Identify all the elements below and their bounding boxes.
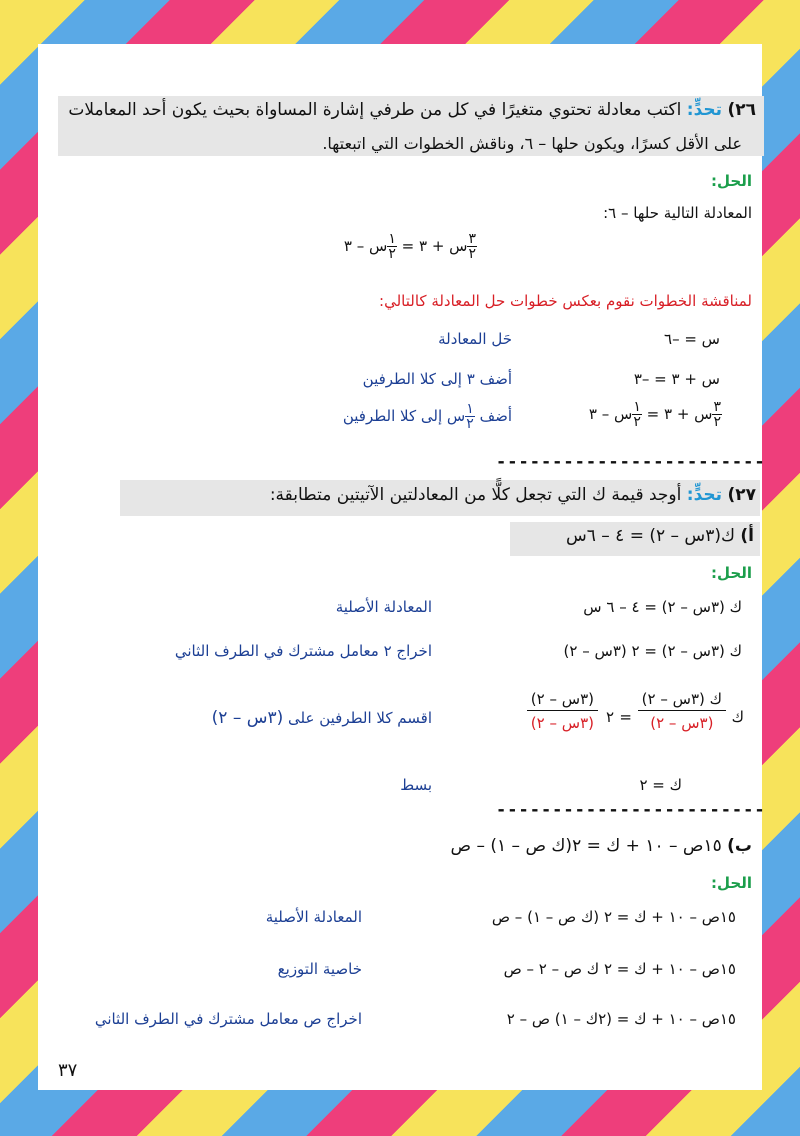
q27a-label: أ) <box>740 526 754 546</box>
q27a-equation: ك(٣س – ٢) = ٤ – ٦س <box>565 526 735 546</box>
page-number: ٣٧ <box>58 1060 78 1081</box>
q26-solution-label: الحل: <box>711 172 752 190</box>
q27a-row-1-desc: المعادلة الأصلية <box>335 598 432 616</box>
q26-intro: المعادلة التالية حلها – ٦: <box>603 204 752 222</box>
q26-step-1-eq: س = –٦ <box>664 330 720 348</box>
q26-step-2-desc: أضف ٣ إلى كلا الطرفين <box>362 370 512 388</box>
q27a-row-3-right-frac: (٣س – ٢) (٣س – ٢) <box>527 690 598 732</box>
q27b-row-1-eq: ١٥ص – ١٠ + ك = ٢ (ك ص – ١) – ص <box>491 908 736 926</box>
q27a-row-4-desc: بسط <box>400 776 432 794</box>
q26-line1 <box>68 100 756 120</box>
q26-separator: ------------------------ <box>496 452 766 472</box>
q27-text: أوجد قيمة ك التي تجعل كلًّا من المعادلتين الآتيتين متطابقة: <box>269 485 682 505</box>
q27b-solution-label: الحل: <box>711 874 752 892</box>
q27a-row-1-eq: ك (٣س – ٢) = ٤ – ٦ س <box>583 598 742 616</box>
q27b-row-1-desc: المعادلة الأصلية <box>265 908 362 926</box>
q26-step-1-desc: حَل المعادلة <box>438 330 512 348</box>
q27a-row-3-coef: ٢ <box>605 708 614 726</box>
q26-challenge-label: تحدٍّ: <box>686 100 723 120</box>
q26-text-line2: على الأقل كسرًا، ويكون حلها – ٦، وناقش الخطوات التي اتبعتها. <box>322 134 742 153</box>
q27b-line <box>451 836 753 856</box>
q26-eq-frac-1: $\frac{٣}{٢}$ <box>468 231 476 262</box>
q26-discussion: لمناقشة الخطوات نقوم بعكس خطوات حل المعادلة كالتالي: <box>379 292 752 310</box>
q27a-row-3-desc: اقسم كلا الطرفين على (٣س – ٢) <box>211 708 432 728</box>
q27-number: ٢٧) <box>727 485 756 505</box>
q27a-row-3-left-frac: ك (٣س – ٢) (٣س – ٢) <box>638 690 726 732</box>
q27a-row-3-k: ك <box>731 708 744 726</box>
q26-step-2-eq: س + ٣ = –٣ <box>633 370 720 388</box>
q27a-line <box>566 526 754 546</box>
q26-step-3-frac-2: $\frac{١}{٢}$ <box>633 399 641 430</box>
q27b-row-2-eq: ١٥ص – ١٠ + ك = ٢ ك ص – ٢ – ص <box>503 960 736 978</box>
q26-step-3-desc-frac: $\frac{١}{٢}$ <box>466 401 474 432</box>
q26-text-line1: اكتب معادلة تحتوي متغيرًا في كل من طرفي إشارة المساواة بحيث يكون أحد المعاملات <box>68 100 682 120</box>
q27a-row-2-desc: اخراج ٢ معامل مشترك في الطرف الثاني <box>174 642 432 660</box>
q26-number: ٢٦) <box>727 100 756 120</box>
q27b-row-3-eq: ١٥ص – ١٠ + ك = (٢ك – ١) ص – ٢ <box>506 1010 736 1028</box>
q27a-separator: ------------------------ <box>496 800 766 820</box>
q27-challenge-label: تحدٍّ: <box>686 485 723 505</box>
q27-line <box>270 485 756 505</box>
q27b-equation: ١٥ص – ١٠ + ك = ٢(ك ص – ١) – ص <box>450 836 722 856</box>
q27b-row-3-desc: اخراج ص معامل مشترك في الطرف الثاني <box>94 1010 362 1028</box>
q27a-row-2-eq: ك (٣س – ٢) = ٢ (٣س – ٢) <box>563 642 742 660</box>
q26-step-3-eq: $\frac{٣}{٢}$ س + ٣ = $\frac{١}{٢}$ س – ٣ <box>588 399 721 430</box>
q27a-row-3-desc-expr: (٣س – ٢) <box>211 708 284 728</box>
q27a-row-4-eq: ك = ٢ <box>639 776 682 794</box>
q27a-solution-label: الحل: <box>711 564 752 582</box>
q26-step-3-frac-1: $\frac{٣}{٢}$ <box>713 399 721 430</box>
q26-eq-frac-2: $\frac{١}{٢}$ <box>388 231 396 262</box>
q27a-row-3-equals: = <box>619 708 632 726</box>
q27b-label: ب) <box>727 836 752 856</box>
q26-step-3-desc: أضف $\frac{١}{٢}$ س إلى كلا الطرفين <box>342 401 512 432</box>
q26-equation: $\frac{٣}{٢}$ س + ٣ = $\frac{١}{٢}$ س – ٣ <box>343 231 476 262</box>
q27b-row-2-desc: خاصية التوزيع <box>277 960 362 978</box>
page-sheet <box>38 44 766 1090</box>
